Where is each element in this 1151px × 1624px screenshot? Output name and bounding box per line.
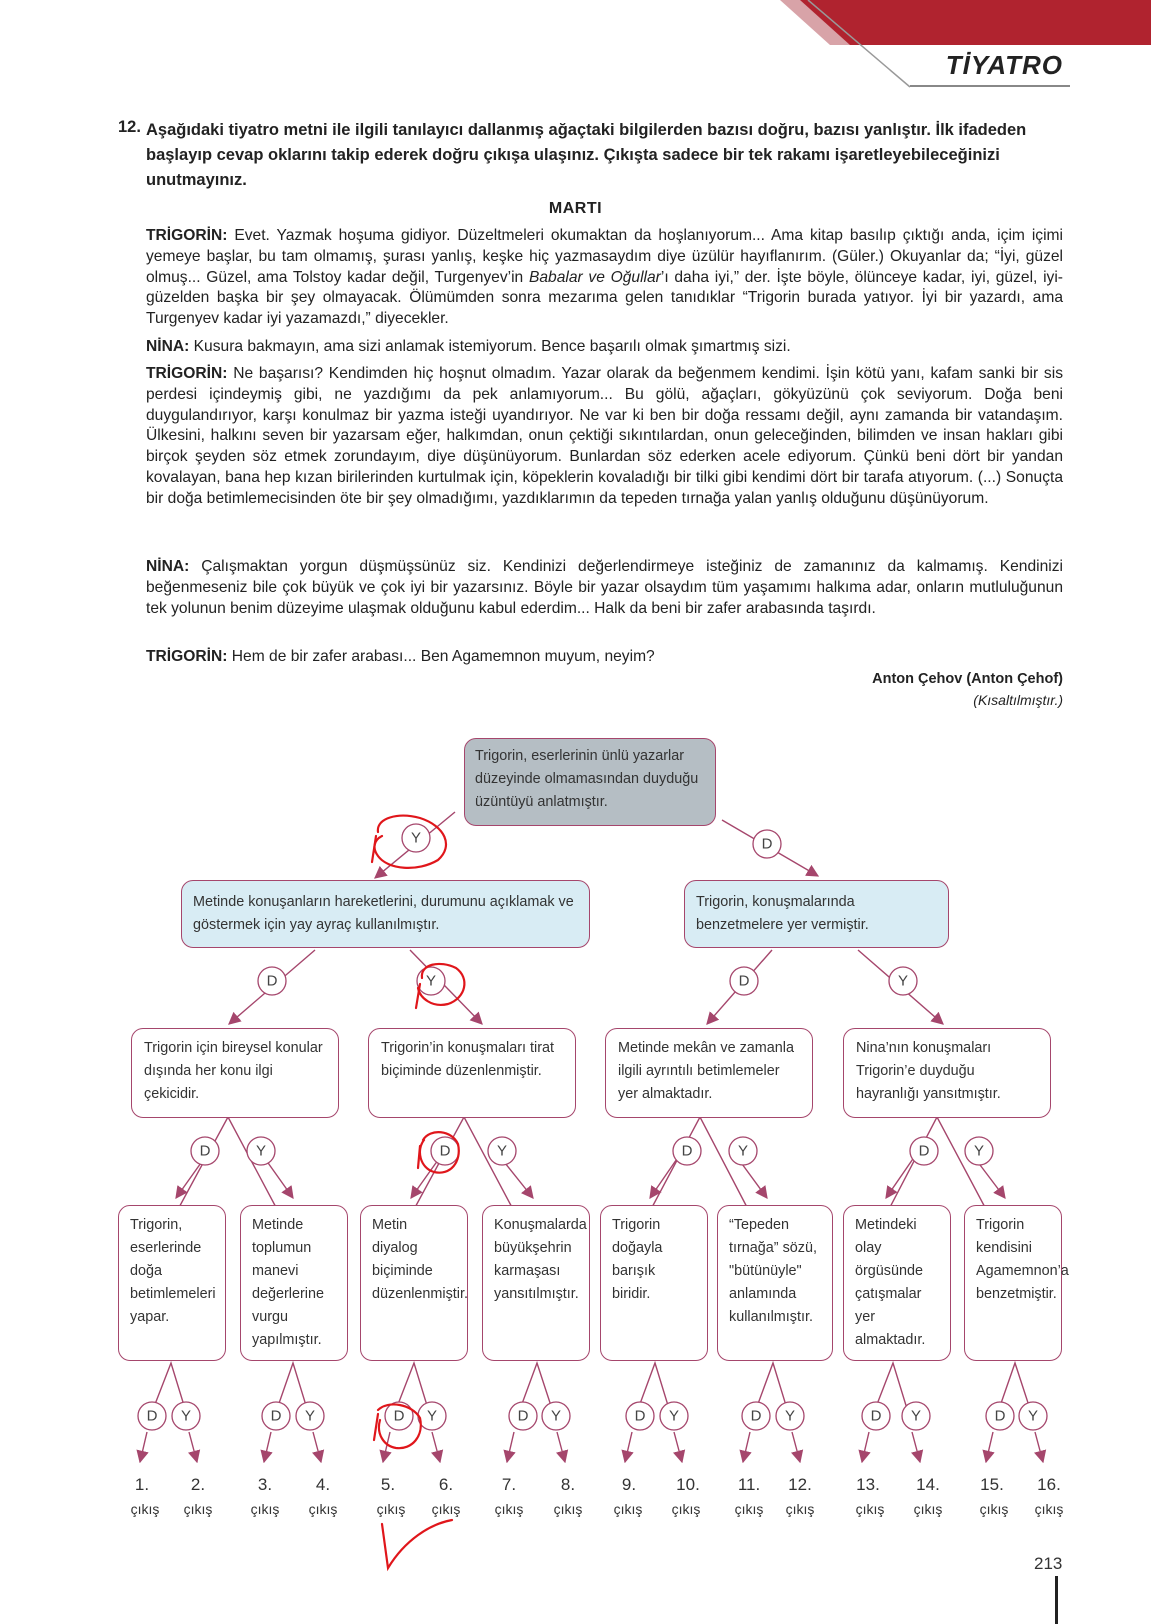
exit-label: çıkış <box>183 1501 213 1517</box>
label-y: Y <box>737 1142 749 1160</box>
dialogue-text: Çalışmaktan yorgun düşmüşsünüz siz. Kendinizi değerlendirmeye isteğiniz de zamanınız da kalmamış. Kendinizi beğenmeseniz bile çok büyük ve çok iyi bir yazarsınız. Böyle bir yazar olsaydım tüm yaşamımı halkıma adar, onların mutluluğunun tek yolunun benim düzeyime ulaşmak olduğunu kabul ederdim... Halk da beni bir zafer arabasında taşırdı. <box>146 558 1063 617</box>
exit-label: çıkış <box>250 1501 280 1517</box>
author: Anton Çehov (Anton Çehof) <box>872 671 1063 687</box>
label-d: D <box>918 1142 930 1160</box>
abridged-note: (Kısaltılmıştır.) <box>973 692 1063 708</box>
exit-number-8: 8. <box>560 1475 576 1494</box>
page-number-bar <box>1055 1576 1058 1624</box>
tree-level3-statement-4: Konuşmalarda büyükşehrin karmaşası yansıtılmıştır. <box>482 1205 590 1361</box>
exit-label: çıkış <box>376 1501 406 1517</box>
exit-number-2: 2. <box>190 1475 206 1494</box>
exit-number-1: 1. <box>134 1475 150 1494</box>
label-d: D <box>146 1407 158 1425</box>
exit-number-6: 6. <box>438 1475 454 1494</box>
label-y: Y <box>180 1407 192 1425</box>
exit-number-5: 5. <box>380 1475 396 1494</box>
exit-label: çıkış <box>1034 1501 1064 1517</box>
tree-level3-statement-2: Metinde toplumun manevi değerlerine vurgu yapılmıştır. <box>240 1205 348 1361</box>
tree-level2-statement-4: Nina’nın konuşmaları Trigorin’e duyduğu hayranlığı yansıtmıştır. <box>843 1028 1051 1118</box>
exit-label: çıkış <box>494 1501 524 1517</box>
exit-number-3: 3. <box>257 1475 273 1494</box>
label-y: Y <box>784 1407 796 1425</box>
label-y: Y <box>973 1142 985 1160</box>
exit-number-16: 16. <box>1037 1475 1061 1494</box>
tree-level3-statement-3: Metin diyalog biçiminde düzenlenmiştir. <box>360 1205 468 1361</box>
label-y: Y <box>668 1407 680 1425</box>
book-title: Babalar ve Oğullar <box>528 268 661 286</box>
dialogue-text: Hem de bir zafer arabası... Ben Agamemnon muyum, neyim? <box>227 648 655 665</box>
label-y: Y <box>425 972 437 990</box>
exit-label: çıkış <box>671 1501 701 1517</box>
tree-level3-statement-7: Metindeki olay örgüsünde çatışmalar yer almaktadır. <box>843 1205 951 1361</box>
exit-number-12: 12. <box>788 1475 812 1494</box>
tree-level1-statement-1: Metinde konuşanların hareketlerini, durumunu açıklamak ve göstermek için yay ayraç kullanılmıştır. <box>181 880 590 948</box>
question-number: 12. <box>118 118 141 136</box>
label-d: D <box>761 835 773 853</box>
tree-level2-statement-1: Trigorin için bireysel konular dışında her konu ilgi çekicidir. <box>131 1028 339 1118</box>
exit-number-4: 4. <box>315 1475 331 1494</box>
exit-number-9: 9. <box>621 1475 637 1494</box>
speaker-label: NİNA: <box>146 338 190 355</box>
label-y: Y <box>255 1142 267 1160</box>
exit-label: çıkış <box>130 1501 160 1517</box>
label-d: D <box>681 1142 693 1160</box>
exit-label: çıkış <box>855 1501 885 1517</box>
dialogue-text: Evet. Yazmak hoşuma gidiyor. Düzeltmeleri okumaktan da hoşlanıyorum... Ama kitap basılıp çıktığı anda, içim içimi yemeye başlar, bu tam olmamış, şurası yanlış, keşke hiç yazmasaydım diye üzülür hayıflanırım. (Güler.) Okuyanlar da; “İyi, güzel olmuş... Güzel, ama Tolstoy kadar değil, Turgenyev’in <box>146 227 1063 286</box>
dialogue-text: Kusura bakmayın, ama sizi anlamak istemiyorum. Bence başarılı olmak şımartmış sizi. <box>189 338 791 355</box>
tree-level2-statement-2: Trigorin’in konuşmaları tirat biçiminde düzenlenmiştir. <box>368 1028 576 1118</box>
label-y: Y <box>426 1407 438 1425</box>
label-d: D <box>393 1407 405 1425</box>
label-y: Y <box>496 1142 508 1160</box>
label-y: Y <box>1027 1407 1039 1425</box>
page-number: 213 <box>1034 1554 1063 1573</box>
label-y: Y <box>410 829 422 847</box>
play-title: MARTI <box>548 200 603 217</box>
label-d: D <box>750 1407 762 1425</box>
label-d: D <box>270 1407 282 1425</box>
label-d: D <box>517 1407 529 1425</box>
exit-label: çıkış <box>913 1501 943 1517</box>
dialogue-text: ’ı daha iyi,” der. İşte böyle, ölünceye kadar, iyi, güzel, iyi-güzelden başka bir şey olmayacak. Ölümümden sonra mezarıma gelen tanıdıklar “Trigorin burada yatıyor. İyi bir yazardı, ama Turgenyev kadar iyi yazamazdı,” diyecekler. <box>146 268 1063 328</box>
label-y: Y <box>550 1407 562 1425</box>
exit-label: çıkış <box>431 1501 461 1517</box>
speaker-label: TRİGORİN: <box>146 227 228 244</box>
exit-number-11: 11. <box>737 1475 761 1494</box>
label-y: Y <box>897 972 909 990</box>
label-d: D <box>870 1407 882 1425</box>
exit-number-10: 10. <box>676 1475 700 1494</box>
exit-label: çıkış <box>979 1501 1009 1517</box>
tree-root-statement: Trigorin, eserlerinin ünlü yazarlar düzeyinde olmamasından duyduğu üzüntüyü anlatmıştır. <box>464 738 716 826</box>
exit-label: çıkış <box>734 1501 764 1517</box>
branch-l2-4 <box>887 1117 988 1213</box>
branch-l2-3 <box>649 1117 750 1213</box>
exit-number-13: 13. <box>856 1475 880 1494</box>
speaker-label: TRİGORİN: <box>146 648 228 665</box>
label-d: D <box>439 1142 451 1160</box>
label-d: D <box>199 1142 211 1160</box>
exit-number-15: 15. <box>980 1475 1004 1494</box>
label-d: D <box>738 972 750 990</box>
tree-level3-statement-1: Trigorin, eserlerinde doğa betimlemeleri yapar. <box>118 1205 226 1361</box>
exit-label: çıkış <box>613 1501 643 1517</box>
label-y: Y <box>910 1407 922 1425</box>
label-d: D <box>266 972 278 990</box>
tree-level1-statement-2: Trigorin, konuşmalarında benzetmelere yer vermiştir. <box>684 880 949 948</box>
label-d: D <box>634 1407 646 1425</box>
speaker-label: NİNA: <box>146 558 190 575</box>
label-d: D <box>994 1407 1006 1425</box>
label-y: Y <box>304 1407 316 1425</box>
exit-number-14: 14. <box>916 1475 940 1494</box>
question-text: Aşağıdaki tiyatro metni ile ilgili tanılayıcı dallanmış ağaçtaki bilgilerden bazısı doğru, bazısı yanlıştır. İlk ifadeden başlayıp cevap oklarını takip ederek doğru çıkışa ulaşınız. Çıkışta sadece bir tek rakamı işaretleyebileceğinizi unutmayınız. <box>146 121 1027 189</box>
exit-number-7: 7. <box>501 1475 517 1494</box>
dialogue-text: Ne başarısı? Kendimden hiç hoşnut olmadım. Yazar olarak da beğenmem kendimi. İşin kötü yanı, kafam sanki bir sis perdesi içindeymiş gibi, ne yazdığımı da pek anlamıyorum... Bu gölü, ağaçları, gökyüzünü çok seviyorum. Doğa beni duygulandırıyor, karşı konulmaz bir yazma isteği uyandırıyor. Ne var ki ben bir doğa ressamı değil, aynı zamanda bir vatandaşım. Ülkesini, halkını seven bir yazarsam eğer, halkımdan, onun çektiği sıkıntılardan, onun geleceğinden, bilimden ve insan hakları gibi birçok şeyden söz etmek zorundayım, diye düşünüyorum. Bunlardan söz ederken acele ediyorum. Çünkü beni dört bir yandan kovalayan, bana hep kızan birilerinden kurtulmak için, köpeklerin kovaladığı bir tilki gibi kendimi dört bir tarafa atıyorum. (...) Sonuçta bir doğa betimlemecisinden öte bir şey olmadığımı, yazdıklarımın da tepeden tırnağa yalan yanlış olduğunu düşünüyorum. <box>146 365 1063 507</box>
tree-level3-statement-5: Trigorin doğayla barışık biridir. <box>600 1205 708 1361</box>
exit-label: çıkış <box>553 1501 583 1517</box>
exit-label: çıkış <box>308 1501 338 1517</box>
section-title: TİYATRO <box>945 50 1063 80</box>
speaker-label: TRİGORİN: <box>146 365 228 382</box>
tree-level3-statement-8: Trigorin kendisini Agamemnon’a benzetmiştir. <box>964 1205 1062 1361</box>
tree-level2-statement-3: Metinde mekân ve zamanla ilgili ayrıntılı betimlemeler yer almaktadır. <box>605 1028 813 1118</box>
tree-level3-statement-6: “Tepeden tırnağa” sözü, "bütünüyle" anlamında kullanılmıştır. <box>717 1205 833 1361</box>
exit-label: çıkış <box>785 1501 815 1517</box>
